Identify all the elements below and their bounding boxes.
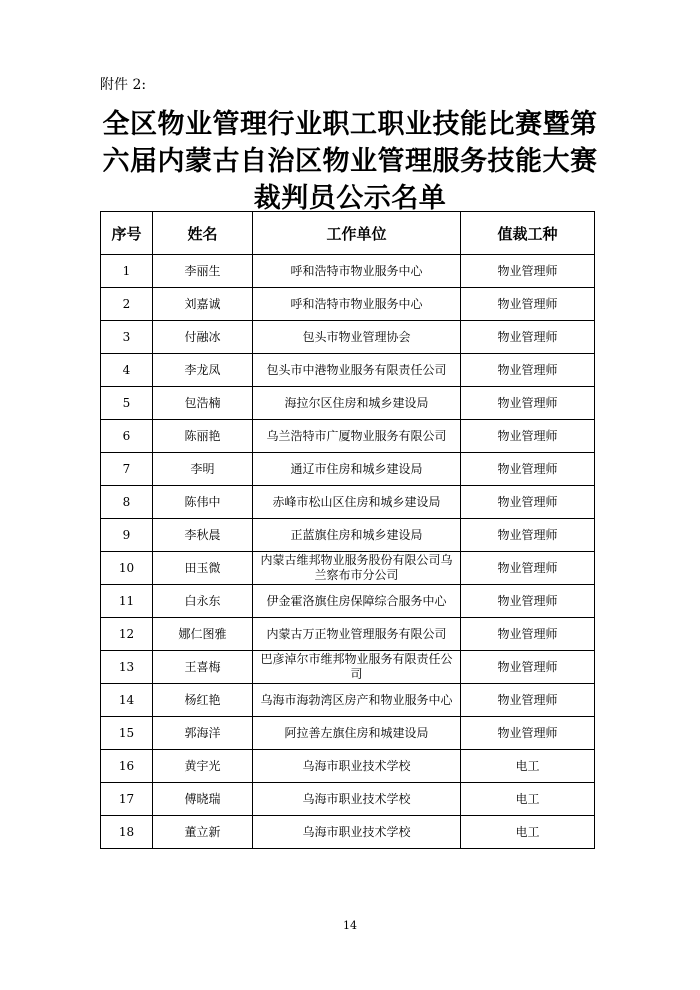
cell-work-unit: 乌海市职业技术学校 (253, 816, 461, 849)
cell-serial-number: 8 (101, 486, 153, 519)
title-line-2: 六届内蒙古自治区物业管理服务技能大赛 (102, 146, 598, 177)
table-row (101, 453, 595, 486)
cell-work-unit: 包头市物业管理协会 (253, 321, 461, 354)
cell-name: 陈伟中 (153, 486, 253, 519)
cell-work-unit: 乌海市海勃湾区房产和物业服务中心 (253, 684, 461, 717)
header-referee-role: 值裁工种 (461, 212, 595, 255)
cell-referee-role: 物业管理师 (461, 321, 595, 354)
cell-name: 董立新 (153, 816, 253, 849)
header-work-unit: 工作单位 (253, 212, 461, 255)
cell-name: 娜仁图雅 (153, 618, 253, 651)
table-row (101, 321, 595, 354)
table-row (101, 552, 595, 585)
table-row (101, 519, 595, 552)
header-serial-number: 序号 (101, 212, 153, 255)
cell-name: 李明 (153, 453, 253, 486)
cell-serial-number: 6 (101, 420, 153, 453)
cell-referee-role: 物业管理师 (461, 453, 595, 486)
table-row (101, 651, 595, 684)
cell-referee-role: 物业管理师 (461, 486, 595, 519)
cell-serial-number: 15 (101, 717, 153, 750)
cell-work-unit: 呼和浩特市物业服务中心 (253, 255, 461, 288)
cell-serial-number: 10 (101, 552, 153, 585)
table-row (101, 420, 595, 453)
cell-name: 陈丽艳 (153, 420, 253, 453)
cell-work-unit: 内蒙古万正物业管理服务有限公司 (253, 618, 461, 651)
table-row (101, 750, 595, 783)
cell-name: 田玉微 (153, 552, 253, 585)
cell-referee-role: 物业管理师 (461, 618, 595, 651)
cell-referee-role: 电工 (461, 816, 595, 849)
cell-serial-number: 2 (101, 288, 153, 321)
table-row (101, 684, 595, 717)
table-row (101, 585, 595, 618)
title-line-3: 裁判员公示名单 (253, 183, 447, 214)
cell-referee-role: 物业管理师 (461, 717, 595, 750)
cell-work-unit: 巴彦淖尔市维邦物业服务有限责任公司 (253, 651, 461, 684)
title-line-1: 全区物业管理行业职工职业技能比赛暨第 (102, 109, 598, 140)
cell-referee-role: 物业管理师 (461, 585, 595, 618)
cell-work-unit: 伊金霍洛旗住房保障综合服务中心 (253, 585, 461, 618)
cell-referee-role: 物业管理师 (461, 519, 595, 552)
cell-name: 黄宇光 (153, 750, 253, 783)
cell-name: 杨红艳 (153, 684, 253, 717)
cell-name: 傅晓瑞 (153, 783, 253, 816)
cell-work-unit: 海拉尔区住房和城乡建设局 (253, 387, 461, 420)
cell-name: 付融冰 (153, 321, 253, 354)
cell-serial-number: 17 (101, 783, 153, 816)
cell-referee-role: 电工 (461, 783, 595, 816)
page-number: 14 (343, 919, 357, 932)
cell-serial-number: 18 (101, 816, 153, 849)
cell-referee-role: 物业管理师 (461, 420, 595, 453)
table-row (101, 288, 595, 321)
cell-name: 刘嘉诚 (153, 288, 253, 321)
table-header-row (101, 212, 595, 255)
table-row (101, 783, 595, 816)
cell-serial-number: 12 (101, 618, 153, 651)
cell-referee-role: 物业管理师 (461, 684, 595, 717)
cell-name: 李秋晨 (153, 519, 253, 552)
referee-table (100, 211, 595, 849)
cell-name: 白永东 (153, 585, 253, 618)
cell-serial-number: 7 (101, 453, 153, 486)
cell-referee-role: 物业管理师 (461, 552, 595, 585)
cell-serial-number: 3 (101, 321, 153, 354)
cell-name: 李龙凤 (153, 354, 253, 387)
cell-serial-number: 5 (101, 387, 153, 420)
cell-referee-role: 物业管理师 (461, 255, 595, 288)
table-row (101, 255, 595, 288)
cell-name: 郭海洋 (153, 717, 253, 750)
cell-work-unit: 包头市中港物业服务有限责任公司 (253, 354, 461, 387)
table-row (101, 816, 595, 849)
cell-work-unit: 乌兰浩特市广厦物业服务有限公司 (253, 420, 461, 453)
cell-referee-role: 物业管理师 (461, 651, 595, 684)
attachment-label: 附件 2: (100, 77, 147, 93)
cell-name: 包浩楠 (153, 387, 253, 420)
cell-work-unit: 通辽市住房和城乡建设局 (253, 453, 461, 486)
header-name: 姓名 (153, 212, 253, 255)
table-row (101, 387, 595, 420)
cell-serial-number: 11 (101, 585, 153, 618)
cell-work-unit: 乌海市职业技术学校 (253, 783, 461, 816)
table-body (101, 255, 595, 849)
cell-work-unit: 阿拉善左旗住房和城建设局 (253, 717, 461, 750)
cell-serial-number: 9 (101, 519, 153, 552)
cell-work-unit: 呼和浩特市物业服务中心 (253, 288, 461, 321)
cell-work-unit: 正蓝旗住房和城乡建设局 (253, 519, 461, 552)
cell-referee-role: 电工 (461, 750, 595, 783)
cell-serial-number: 1 (101, 255, 153, 288)
cell-referee-role: 物业管理师 (461, 387, 595, 420)
table-row (101, 717, 595, 750)
cell-serial-number: 14 (101, 684, 153, 717)
cell-name: 李丽生 (153, 255, 253, 288)
cell-serial-number: 4 (101, 354, 153, 387)
cell-serial-number: 13 (101, 651, 153, 684)
table-row (101, 618, 595, 651)
cell-work-unit: 赤峰市松山区住房和城乡建设局 (253, 486, 461, 519)
table-row (101, 354, 595, 387)
cell-work-unit: 乌海市职业技术学校 (253, 750, 461, 783)
cell-serial-number: 16 (101, 750, 153, 783)
cell-referee-role: 物业管理师 (461, 288, 595, 321)
cell-referee-role: 物业管理师 (461, 354, 595, 387)
document-title (40, 106, 660, 217)
cell-name: 王喜梅 (153, 651, 253, 684)
table-row (101, 486, 595, 519)
cell-work-unit: 内蒙古维邦物业服务股份有限公司乌兰察布市分公司 (253, 552, 461, 585)
